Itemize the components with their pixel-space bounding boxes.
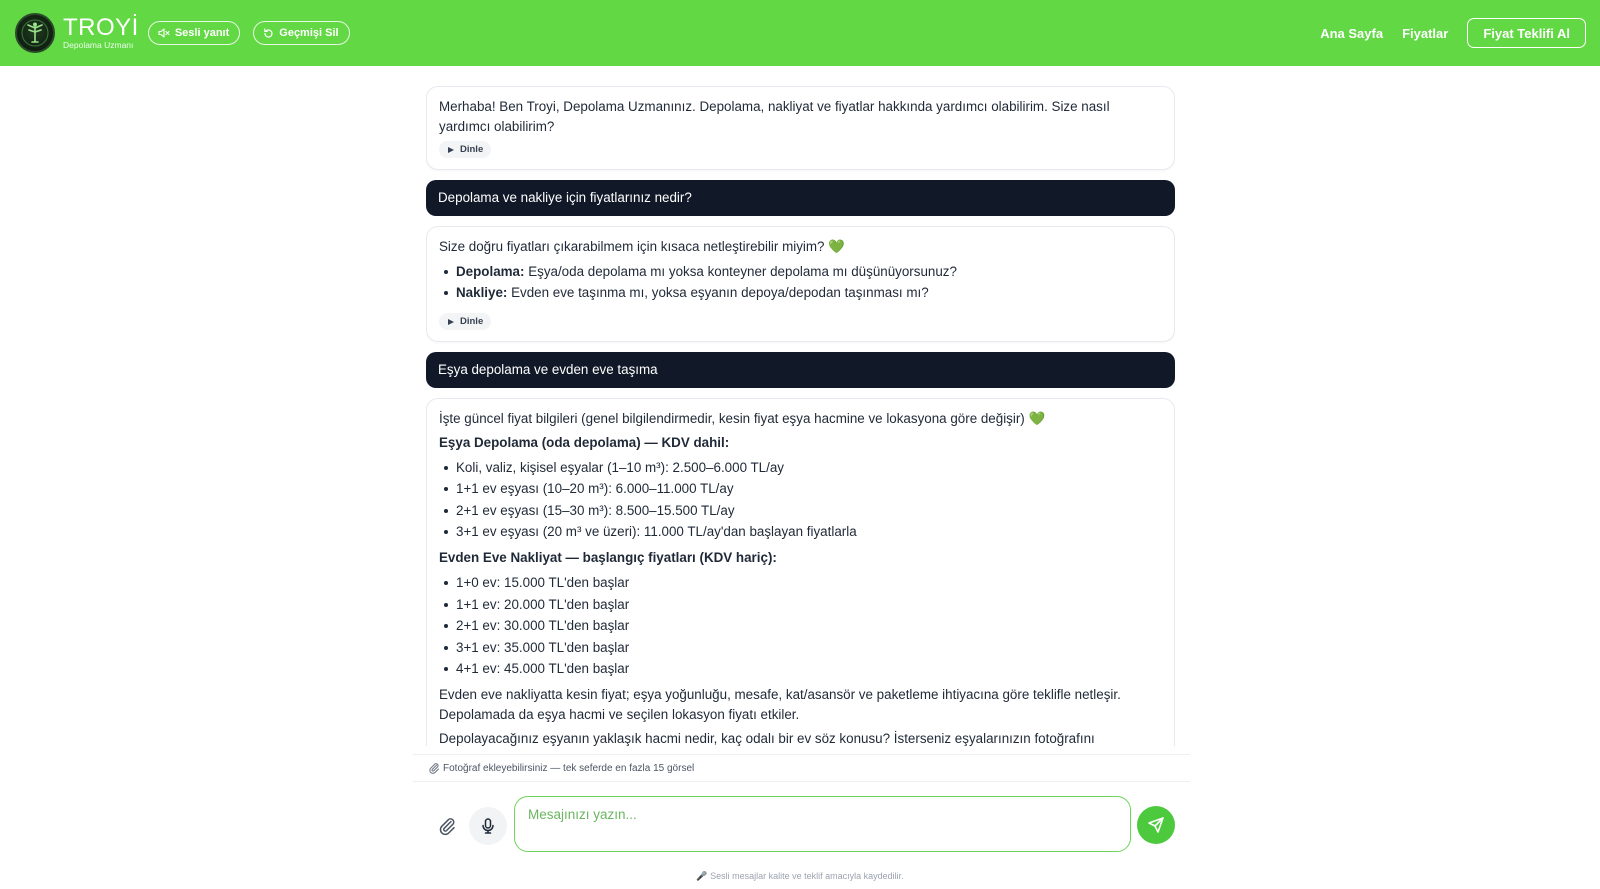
follow-up-question: Depolayacağınız eşyanın yaklaşık hacmi nedir, kaç odalı bir ev söz konusu? İsterseniz eşyalarınızın fotoğrafını bbox=[439, 731, 1095, 746]
top-header bbox=[0, 0, 1600, 66]
message-text: Eşya depolama ve evden eve taşıma bbox=[438, 362, 658, 378]
list-item-label: Depolama: bbox=[456, 263, 525, 279]
speaker-muted-icon bbox=[158, 28, 170, 38]
listen-button[interactable] bbox=[439, 313, 491, 330]
recording-notice bbox=[0, 871, 1600, 882]
attach-hint bbox=[413, 754, 1190, 782]
send-button[interactable] bbox=[1137, 806, 1175, 844]
list-item: 3+1 ev: 35.000 TL'den başlar bbox=[439, 637, 1162, 658]
message-composer bbox=[413, 782, 1190, 868]
attach-hint-text: Fotoğraf ekleyebilirsiniz — tek seferde en fazla 15 görsel bbox=[443, 762, 695, 774]
message-intro bbox=[439, 409, 1162, 429]
message-input[interactable] bbox=[514, 796, 1131, 852]
user-message bbox=[426, 180, 1175, 216]
refresh-icon bbox=[263, 28, 274, 39]
user-message bbox=[426, 352, 1175, 388]
message-text: İşte güncel fiyat bilgileri (genel bilgilendirmedir, kesin fiyat eşya hacmine ve lokasyona göre değişir) bbox=[439, 410, 1025, 426]
message-text: Depolama ve nakliye için fiyatlarınız nedir? bbox=[438, 190, 692, 205]
storage-prices-title: Eşya Depolama (oda depolama) — KDV dahil: bbox=[439, 434, 730, 450]
voice-message-button[interactable] bbox=[469, 807, 507, 845]
list-item: 2+1 ev eşyası (15–30 m³): 8.500–15.500 TL/ay bbox=[439, 500, 1162, 521]
nav-link-prices[interactable]: Fiyatlar bbox=[1402, 25, 1449, 41]
list-item bbox=[439, 261, 1162, 282]
list-item-text: Evden eve taşınma mı, yoksa eşyanın depoya/depodan taşınması mı? bbox=[507, 284, 929, 300]
nav-link-home[interactable]: Ana Sayfa bbox=[1320, 25, 1384, 41]
attach-photo-button[interactable] bbox=[428, 807, 466, 845]
moving-prices-title: Evden Eve Nakliyat — başlangıç fiyatları (KDV hariç): bbox=[439, 550, 777, 566]
pricing-note: Evden eve nakliyatta kesin fiyat; eşya yoğunluğu, mesafe, kat/asansör ve paketleme ihtiyacına göre teklifle netleşir. Depolamada da eşya hacmi ve seçilen lokasyon fiyatı etkiler. bbox=[439, 687, 1121, 723]
paperclip-icon bbox=[437, 816, 457, 836]
voice-reply-label: Sesli yanıt bbox=[174, 27, 230, 39]
list-item: 1+1 ev eşyası (10–20 m³): 6.000–11.000 TL/ay bbox=[439, 478, 1162, 499]
troyi-logo-icon[interactable] bbox=[15, 13, 55, 53]
assistant-message bbox=[426, 86, 1175, 170]
assistant-message bbox=[426, 398, 1175, 746]
assistant-message bbox=[426, 226, 1175, 342]
storage-price-list bbox=[439, 457, 1162, 543]
message-intro bbox=[439, 237, 1162, 257]
green-heart-icon: 💚 bbox=[1028, 410, 1046, 426]
listen-label: Dinle bbox=[460, 143, 484, 155]
chat-thread[interactable] bbox=[426, 86, 1175, 746]
clarify-list bbox=[439, 261, 1162, 304]
brand-subtitle: Depolama Uzmanı bbox=[63, 40, 134, 51]
green-heart-icon: 💚 bbox=[828, 238, 845, 254]
listen-button[interactable] bbox=[439, 141, 491, 158]
list-item-text: Eşya/oda depolama mı yoksa konteyner depolama mı düşünüyorsunuz? bbox=[524, 263, 957, 279]
brand-name: TROYİ bbox=[63, 14, 139, 42]
list-item: 3+1 ev eşyası (20 m³ ve üzeri): 11.000 TL/ay'dan başlayan fiyatlarla bbox=[439, 521, 1162, 542]
play-icon bbox=[448, 319, 454, 325]
message-text: Size doğru fiyatları çıkarabilmem için kısaca netleştirebilir miyim? bbox=[439, 238, 825, 254]
list-item: 4+1 ev: 45.000 TL'den başlar bbox=[439, 658, 1162, 679]
brand bbox=[63, 16, 139, 50]
message-text: Merhaba! Ben Troyi, Depolama Uzmanınız. Depolama, nakliyat ve fiyatlar hakkında yardımcı olabilirim. Size nasıl yardımcı olabilirim? bbox=[439, 99, 1110, 134]
get-quote-button[interactable]: Fiyat Teklifi Al bbox=[1467, 18, 1586, 48]
list-item: 1+0 ev: 15.000 TL'den başlar bbox=[439, 572, 1162, 593]
voice-reply-toggle[interactable] bbox=[148, 21, 240, 45]
send-icon bbox=[1147, 816, 1165, 834]
play-icon bbox=[448, 147, 454, 153]
clear-history-label: Geçmişi Sil bbox=[279, 27, 339, 39]
list-item: 1+1 ev: 20.000 TL'den başlar bbox=[439, 594, 1162, 615]
recording-notice-text: Sesli mesajlar kalite ve teklif amacıyla kaydedilir. bbox=[710, 871, 904, 881]
moving-price-list bbox=[439, 572, 1162, 679]
paperclip-icon bbox=[428, 762, 440, 774]
main-nav bbox=[1320, 18, 1586, 48]
clear-history-button[interactable] bbox=[253, 21, 349, 45]
list-item: Koli, valiz, kişisel eşyalar (1–10 m³): 2.500–6.000 TL/ay bbox=[439, 457, 1162, 478]
listen-label: Dinle bbox=[460, 315, 484, 327]
microphone-icon: 🎤 bbox=[696, 871, 708, 881]
list-item bbox=[439, 282, 1162, 303]
list-item-label: Nakliye: bbox=[456, 284, 508, 300]
list-item: 2+1 ev: 30.000 TL'den başlar bbox=[439, 615, 1162, 636]
microphone-icon bbox=[479, 817, 497, 835]
